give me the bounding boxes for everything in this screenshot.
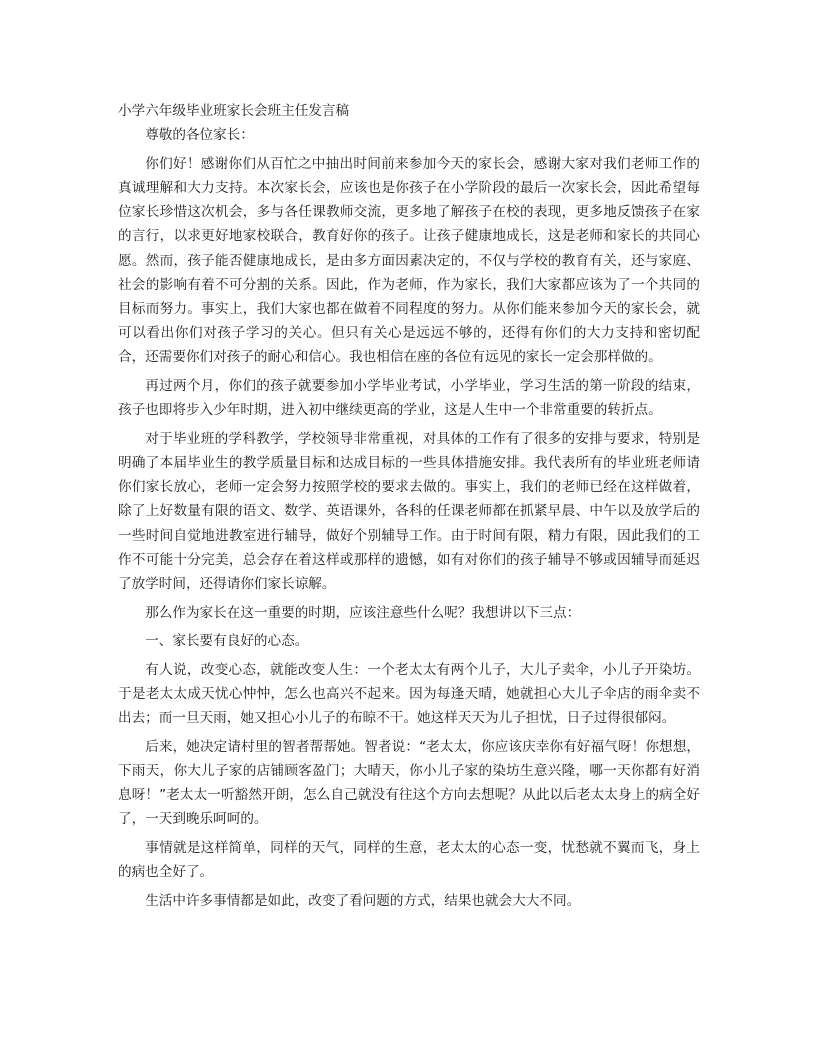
paragraph-story: 有人说，改变心态，就能改变人生：一个老太太有两个儿子，大儿子卖伞，小儿子开染坊。于是老太太成天忧心忡忡，怎么也高兴不起来。因为每逢天晴，她就担心大儿子伞店的雨伞卖不出去；而一旦天雨，她又担心小儿子的布晾不干。她这样天天为儿子担忧，日子过得很郁闷。 (118, 661, 700, 727)
paragraph-teaching: 对于毕业班的学科教学，学校领导非常重视，对具体的工作有了很多的安排与要求，特别是明确了本届毕业生的教学质量目标和达成目标的一些具体措施安排。我代表所有的毕业班老师请你们家长放心，老师一定会努力按照学校的要求去做的。事实上，我们的老师已经在这样做着，除了上好数量有限的语文、数学、英语课外，各科的任课老师都在抓紧早晨、中午以及放学后的一些时间自觉地进教室进行辅导，做好个别辅导工作。由于时间有限，精力有限，因此我们的工作不可能十分完美，总会存在着这样或那样的遗憾，如有对你们的孩子辅导不够或因辅导而延迟了放学时间，还得请你们家长谅解。 (118, 430, 700, 593)
paragraph-conclusion: 生活中许多事情都是如此，改变了看问题的方式，结果也就会大大不同。 (145, 892, 581, 909)
document-title: 小学六年级毕业班家长会班主任发言稿 (118, 103, 350, 119)
paragraph-graduation: 再过两个月，你们的孩子就要参加小学毕业考试，小学毕业，学习生活的第一阶段的结束，孩子也即将步入少年时期，进入初中继续更高的学业，这是人生中一个非常重要的转折点。 (118, 378, 700, 419)
document-body (118, 99, 700, 917)
paragraph-point-one: 一、家长要有良好的心态。 (145, 633, 309, 650)
paragraph-simple: 事情就是这样简单，同样的天气，同样的生意，老太太的心态一变，忧愁就不翼而飞，身上的病也全好了。 (118, 840, 700, 881)
paragraph-opening: 你们好！感谢你们从百忙之中抽出时间前来参加今天的家长会，感谢大家对我们老师工作的真诚理解和大力支持。本次家长会，应该也是你孩子在小学阶段的最后一次家长会，因此希望每位家长珍惜这次机会，多与各任课教师交流，更多地了解孩子在校的表现，更多地反馈孩子在家的言行，以求更好地家校联合，教育好你的孩子。让孩子健康地成长，这是老师和家长的共同心愿。然而，孩子能否健康地成长，是由多方面因素决定的，不仅与学校的教育有关，还与家庭、社会的影响有着不可分割的关系。因此，作为老师，作为家长，我们大家都应该为了一个共同的目标而努力。事实上，我们大家也都在做着不同程度的努力。从你们能来参加今天的家长会，就可以看出你们对孩子学习的关心。但只有关心是远远不够的，还得有你们的大力支持和密切配合，还需要你们对孩子的耐心和信心。我也相信在座的各位有远见的家长一定会那样做的。 (118, 155, 700, 366)
salutation: 尊敬的各位家长： (145, 127, 254, 144)
paragraph-sage: 后来，她决定请村里的智者帮帮她。智者说：“老太太，你应该庆幸你有好福气呀！你想想，下雨天，你大儿子家的店铺顾客盈门；大晴天，你小儿子家的染坊生意兴隆，哪一天你都有好消息呀！”老太太一听豁然开朗，怎么自己就没有往这个方向去想呢？从此以后老太太身上的病全好了，一天到晚乐呵呵的。 (118, 738, 700, 828)
paragraph-three-points: 那么作为家长在这一重要的时期，应该注意些什么呢？我想讲以下三点： (145, 604, 581, 621)
